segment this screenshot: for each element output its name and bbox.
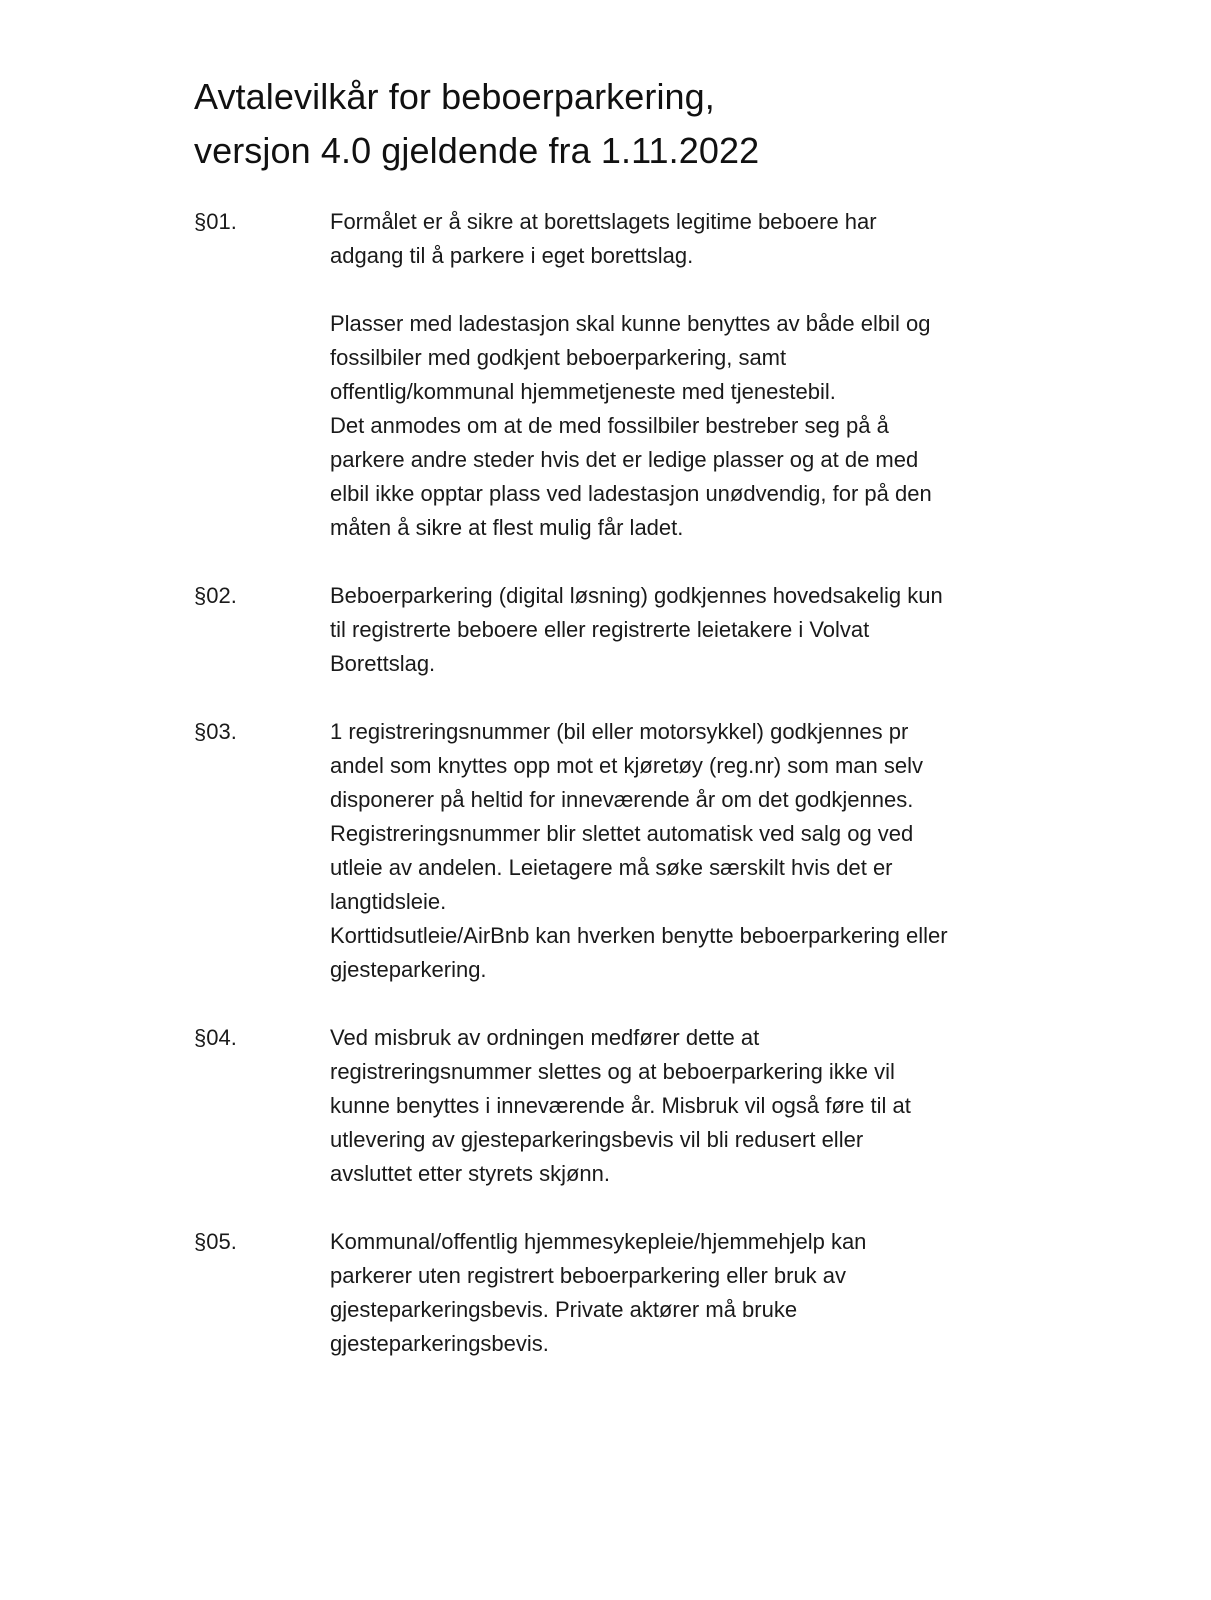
text-line: gjesteparkering. (330, 957, 487, 982)
text-line: parkere andre steder hvis det er ledige plasser og at de med (330, 447, 919, 472)
text-line: gjesteparkeringsbevis. Private aktører må bruke (330, 1297, 798, 1322)
text-line: fossilbiler med godkjent beboerparkering, samt (330, 345, 787, 370)
text-line: til registrerte beboere eller registrerte leietakere i Volvat (330, 617, 870, 642)
text-line: disponerer på heltid for inneværende år om det godkjennes. (330, 787, 914, 812)
text-line: Kommunal/offentlig hjemmesykepleie/hjemmehjelp kan (330, 1229, 867, 1254)
text-line: gjesteparkeringsbevis. (330, 1331, 549, 1356)
text-line: andel som knyttes opp mot et kjøretøy (reg.nr) som man selv (330, 753, 923, 778)
text-line: kunne benyttes i inneværende år. Misbruk vil også føre til at (330, 1093, 911, 1118)
section-body (330, 715, 1074, 987)
section-02 (194, 579, 1074, 681)
text-line: utlevering av gjesteparkeringsbevis vil bli redusert eller (330, 1127, 864, 1152)
text-line: Registreringsnummer blir slettet automatisk ved salg og ved (330, 821, 914, 846)
text-line: Det anmodes om at de med fossilbiler bestreber seg på å (330, 413, 889, 438)
text-line: Formålet er å sikre at borettslagets legitime beboere har (330, 209, 877, 234)
section-number: §05. (194, 1229, 237, 1254)
section-number: §03. (194, 719, 237, 744)
section-04 (194, 1021, 1074, 1191)
paragraph (330, 1021, 1074, 1191)
text-line: Plasser med ladestasjon skal kunne benyttes av både elbil og (330, 311, 931, 336)
text-line: 1 registreringsnummer (bil eller motorsykkel) godkjennes pr (330, 719, 909, 744)
text-line: måten å sikre at flest mulig får ladet. (330, 515, 684, 540)
text-line: offentlig/kommunal hjemmetjeneste med tjenestebil. (330, 379, 836, 404)
title-line-2: versjon 4.0 gjeldende fra 1.11.2022 (194, 130, 760, 171)
section-body (330, 205, 1074, 545)
text-line: registreringsnummer slettes og at beboerparkering ikke vil (330, 1059, 895, 1084)
section-number: §04. (194, 1025, 237, 1050)
text-line: avsluttet etter styrets skjønn. (330, 1161, 610, 1186)
text-line: Borettslag. (330, 651, 436, 676)
paragraph (330, 579, 1074, 681)
section-number: §02. (194, 583, 237, 608)
text-line: Beboerparkering (digital løsning) godkjennes hovedsakelig kun (330, 583, 943, 608)
title-line-1: Avtalevilkår for beboerparkering, (194, 76, 715, 117)
text-line: utleie av andelen. Leietagere må søke særskilt hvis det er (330, 855, 893, 880)
section-number: §01. (194, 209, 237, 234)
section-03 (194, 715, 1074, 987)
section-01 (194, 205, 1074, 545)
text-line: Korttidsutleie/AirBnb kan hverken benytte beboerparkering eller (330, 923, 948, 948)
sections-list (194, 205, 1074, 1361)
paragraph (330, 1225, 1074, 1361)
paragraph (330, 307, 1074, 545)
text-line: Ved misbruk av ordningen medfører dette at (330, 1025, 760, 1050)
text-line: adgang til å parkere i eget borettslag. (330, 243, 694, 268)
text-line: elbil ikke opptar plass ved ladestasjon unødvendig, for på den (330, 481, 932, 506)
section-body (330, 1225, 1074, 1361)
paragraph (330, 715, 1074, 987)
section-05 (194, 1225, 1074, 1361)
section-body (330, 579, 1074, 681)
text-line: parkerer uten registrert beboerparkering eller bruk av (330, 1263, 847, 1288)
document-title (194, 70, 1094, 178)
paragraph (330, 205, 1074, 273)
section-body (330, 1021, 1074, 1191)
text-line: langtidsleie. (330, 889, 447, 914)
